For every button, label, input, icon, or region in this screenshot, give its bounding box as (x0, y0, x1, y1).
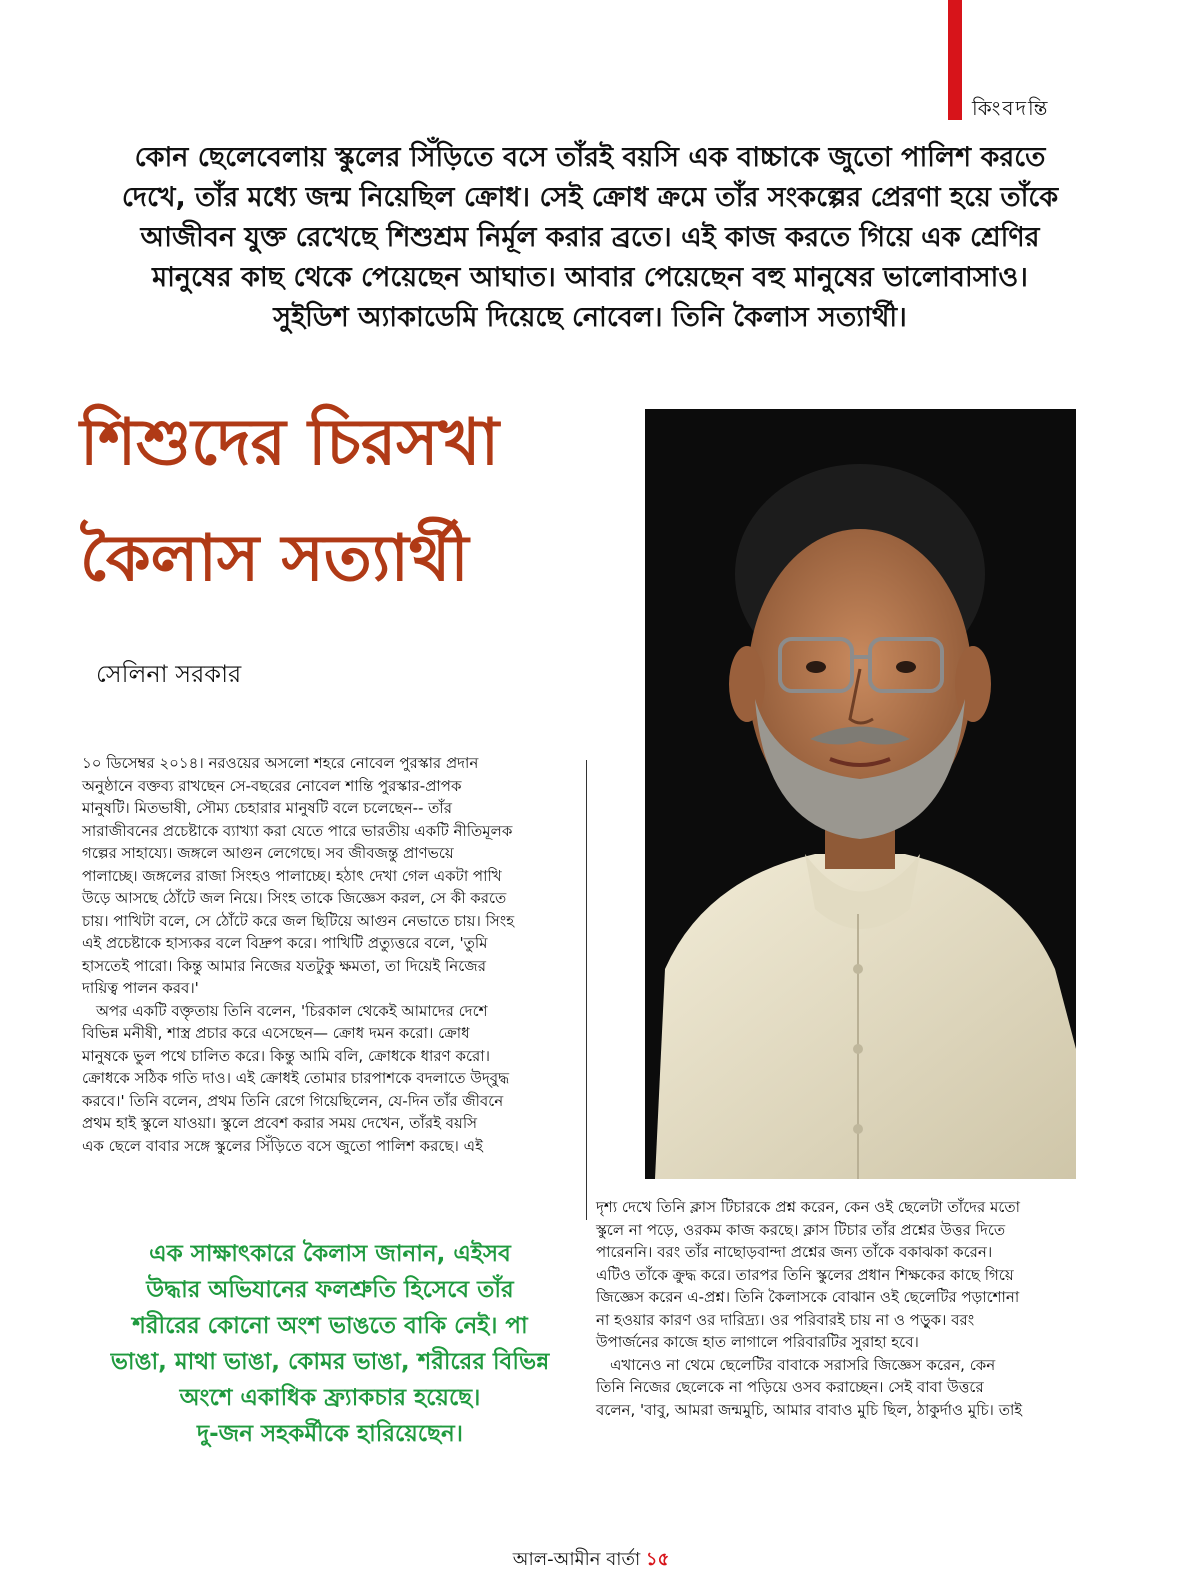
page-footer (0, 1545, 1182, 1576)
portrait-photo (645, 409, 1076, 1179)
body-line: অপর একটি বক্তৃতায় তিনি বলেন, 'চিরকাল থেকেই আমাদের দেশে (96, 1001, 488, 1020)
body-line: মানুষটি। মিতভাষী, সৌম্য চেহারার মানুষটি বলে চলেছেন-- তাঁর (82, 799, 453, 817)
body-line: দৃশ্য দেখে তিনি ক্লাস টিচারকে প্রশ্ন করেন, কেন ওই ছেলেটা তাঁদের মতো (596, 1198, 1021, 1216)
portrait-illustration (645, 409, 1076, 1179)
pull-quote (90, 1236, 570, 1452)
body-line: এটিও তাঁকে ক্রুদ্ধ করে। তারপর তিনি স্কুলের প্রধান শিক্ষকের কাছে গিয়ে (596, 1265, 1014, 1284)
pull-quote-line: শরীরের কোনো অংশ ভাঙতে বাকি নেই। পা (132, 1313, 528, 1339)
pull-quote-line: উদ্ধার অভিযানের ফলশ্রুতি হিসেবে তাঁর (146, 1277, 514, 1303)
body-line: চায়। পাখিটা বলে, সে ঠোঁটে করে জল ছিটিয়ে আগুন নেভাতে চায়। সিংহ (82, 911, 515, 930)
body-column-left (82, 752, 572, 1157)
body-line: প্রথম হাই স্কুলে যাওয়া। স্কুলে প্রবেশ করার সময় দেখেন, তাঁরই বয়সি (82, 1114, 478, 1132)
intro-line: কোন ছেলেবেলায় স্কুলের সিঁড়িতে বসে তাঁরই বয়সি এক বাচ্চাকে জুতো পালিশ করতে (134, 142, 1046, 173)
column-divider (586, 760, 587, 1220)
page-number: ১৫ (645, 1549, 670, 1570)
pull-quote-line: অংশে একাধিক ফ্র্যাকচার হয়েছে। (179, 1385, 481, 1411)
byline: সেলিনা সরকার (96, 660, 242, 688)
magazine-name: আল-আমীন বার্তা (512, 1549, 641, 1570)
body-line: না হওয়ার কারণ ওর দারিদ্র্য। ওর পরিবারই চায় না ও পড়ুক। বরং (596, 1310, 975, 1329)
body-line: উড়ে আসছে ঠোঁটে জল নিয়ে। সিংহ তাকে জিজ্ঞেস করল, সে কী করতে (82, 889, 507, 907)
body-line: জিজ্ঞেস করেন এ-প্রশ্ন। তিনি কৈলাসকে বোঝান ওই ছেলেটির পড়াশোনা (596, 1288, 1020, 1306)
body-line: এখানেও না থেমে ছেলেটির বাবাকে সরাসরি জিজ্ঞেস করেন, কেন (610, 1355, 996, 1374)
body-line: দায়িত্ব পালন করব।' (82, 979, 199, 997)
body-line: পারেননি। বরং তাঁর নাছোড়বান্দা প্রশ্নের জন্য তাঁকে বকাঝকা করেন। (596, 1243, 993, 1261)
section-tag: কিংবদন্তি (972, 96, 1050, 120)
body-line: মানুষকে ভুল পথে চালিত করে। কিন্তু আমি বলি, ক্রোধকে ধারণ করো। (82, 1046, 490, 1065)
intro-line: মানুষের কাছ থেকে পেয়েছেন আঘাত। আবার পেয়েছেন বহু মানুষের ভালোবাসাও। (152, 262, 1028, 293)
body-column-right (596, 1196, 1092, 1421)
intro-paragraph (40, 138, 1140, 338)
body-line: সারাজীবনের প্রচেষ্টাকে ব্যাখ্যা করা যেতে পারে ভারতীয় একটি নীতিমূলক (82, 821, 513, 840)
pull-quote-line: ভাঙা, মাথা ভাঙা, কোমর ভাঙা, শরীরের বিভিন্ন (110, 1349, 550, 1375)
body-line: এই প্রচেষ্টাকে হাস্যকর বলে বিদ্রুপ করে। পাখিটি প্রত্যুত্তরে বলে, 'তুমি (82, 934, 488, 952)
headline (80, 385, 620, 617)
body-line: বিভিন্ন মনীষী, শাস্ত্র প্রচার করে এসেছেন— ক্রোধ দমন করো। ক্রোধ (82, 1024, 470, 1042)
body-line: ১০ ডিসেম্বর ২০১৪। নরওয়ের অসলো শহরে নোবেল পুরস্কার প্রদান (82, 754, 479, 772)
headline-line-2: কৈলাস সত্যার্থী (80, 522, 469, 596)
body-line: করবে।' তিনি বলেন, প্রথম তিনি রেগে গিয়েছিলেন, যে-দিন তাঁর জীবনে (82, 1091, 504, 1110)
body-line: গল্পের সাহায্যে। জঙ্গলে আগুন লেগেছে। সব জীবজন্তু প্রাণভয়ে (82, 844, 454, 862)
section-tag-bar (948, 0, 962, 120)
body-line: বলেন, 'বাবু, আমরা জন্মমুচি, আমার বাবাও মুচি ছিল, ঠাকুর্দাও মুচি। তাই (596, 1400, 1023, 1419)
pull-quote-line: এক সাক্ষাৎকারে কৈলাস জানান, এইসব (149, 1241, 511, 1267)
body-line: পালাচ্ছে। জঙ্গলের রাজা সিংহও পালাচ্ছে। হঠাৎ দেখা গেল একটা পাখি (82, 866, 502, 885)
body-line: তিনি নিজের ছেলেকে না পড়িয়ে ওসব করাচ্ছেন। সেই বাবা উত্তরে (596, 1378, 984, 1396)
body-line: স্কুলে না পড়ে, ওরকম কাজ করছে। ক্লাস টিচার তাঁর প্রশ্নের উত্তর দিতে (596, 1220, 1006, 1239)
intro-line: আজীবন যুক্ত রেখেছে শিশুশ্রম নির্মূল করার ব্রতে। এই কাজ করতে গিয়ে এক শ্রেণির (140, 222, 1040, 253)
intro-line: দেখে, তাঁর মধ্যে জন্ম নিয়েছিল ক্রোধ। সেই ক্রোধ ক্রমে তাঁর সংকল্পের প্রেরণা হয়ে তাঁকে (121, 182, 1059, 213)
body-line: এক ছেলে বাবার সঙ্গে স্কুলের সিঁড়িতে বসে জুতো পালিশ করছে। এই (82, 1136, 483, 1155)
body-line: অনুষ্ঠানে বক্তব্য রাখছেন সে-বছরের নোবেল শান্তি পুরস্কার-প্রাপক (82, 776, 462, 795)
intro-line: সুইডিশ অ্যাকাডেমি দিয়েছে নোবেল। তিনি কৈলাস সত্যার্থী। (273, 302, 907, 333)
pull-quote-line: দু-জন সহকর্মীকে হারিয়েছেন। (197, 1421, 463, 1447)
body-line: ক্রোধকে সঠিক গতি দাও। এই ক্রোধই তোমার চারপাশকে বদলাতে উদ্‌বুদ্ধ (82, 1069, 510, 1087)
body-line: উপার্জনের কাজে হাত লাগালে পরিবারটির সুরাহা হবে। (596, 1333, 919, 1351)
body-line: হাসতেই পারো। কিন্তু আমার নিজের যতটুকু ক্ষমতা, তা দিয়েই নিজের (82, 956, 486, 975)
headline-line-1: শিশুদের চিরসখা (80, 406, 500, 480)
